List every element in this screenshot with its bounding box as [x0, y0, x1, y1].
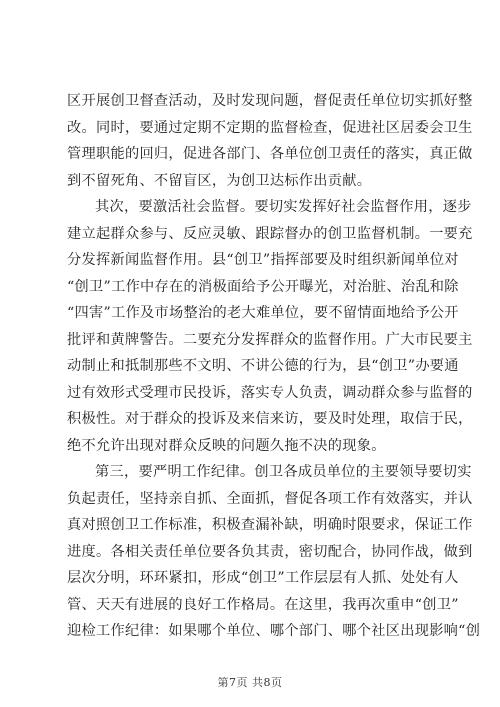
text-line: 批评和黄牌警告。二要充分发挥群众的监督作用。广大市民要主 [67, 331, 473, 348]
text-line: 动制止和抵制那些不文明、不讲公德的行为，县“创卫”办要通 [67, 358, 459, 374]
text-line: “创卫”工作中存在的消极面给予公开曝光，对治脏、治乱和除 [67, 278, 459, 295]
text-line: 管理职能的回归，促进各部门、各单位创卫责任的落实，真正做 [67, 146, 473, 162]
page-number-footer: 第7页 共8页 [217, 676, 283, 689]
text-line: 管、天天有进展的良好工作格局。在这里，我再次重申“创卫” [67, 596, 459, 613]
text-line: 过有效形式受理市民投诉，落实专人负责，调动群众参与监督的 [67, 384, 473, 401]
text-line: 分发挥新闻监督作用。县“创卫”指挥部要及时组织新闻单位对 [67, 252, 459, 268]
paragraph-start-line: 第三，要严明工作纪律。创卫各成员单位的主要领导要切实 [95, 464, 472, 480]
text-line: 建立起群众参与、反应灵敏、跟踪督办的创卫监督机制。一要充 [67, 225, 473, 242]
text-line: 绝不允许出现对群众反映的问题久拖不决的现象。 [67, 437, 386, 454]
text-line: 迎检工作纪律：如果哪个单位、哪个部门、哪个社区出现影响“创 [67, 623, 481, 639]
body-text [67, 88, 481, 645]
paragraph-start-line: 其次，要激活社会监督。要切实发挥好社会监督作用，逐步 [95, 199, 472, 215]
text-line: 到不留死角、不留盲区，为创卫达标作出贡献。 [67, 172, 372, 189]
text-line: “四害”工作及市场整治的老大难单位，要不留情面地给予公开 [67, 305, 459, 321]
text-line: 改。同时，要通过定期不定期的监督检查，促进社区居委会卫生 [67, 119, 473, 136]
text-line: 层次分明，环环紧扣，形成“创卫”工作层层有人抓、处处有人 [67, 570, 459, 586]
text-line: 积极性。对于群众的投诉及来信来访，要及时处理，取信于民， [67, 411, 473, 427]
text-line: 进度。各相关责任单位要各负其责，密切配合，协同作战，做到 [67, 543, 473, 560]
text-line: 真对照创卫工作标准，积极查漏补缺，明确时限要求，保证工作 [67, 517, 473, 533]
text-line: 负起责任，坚持亲自抓、全面抓，督促各项工作有效落实，并认 [67, 490, 473, 507]
text-line: 区开展创卫督查活动，及时发现问题，督促责任单位切实抓好整 [67, 93, 473, 109]
